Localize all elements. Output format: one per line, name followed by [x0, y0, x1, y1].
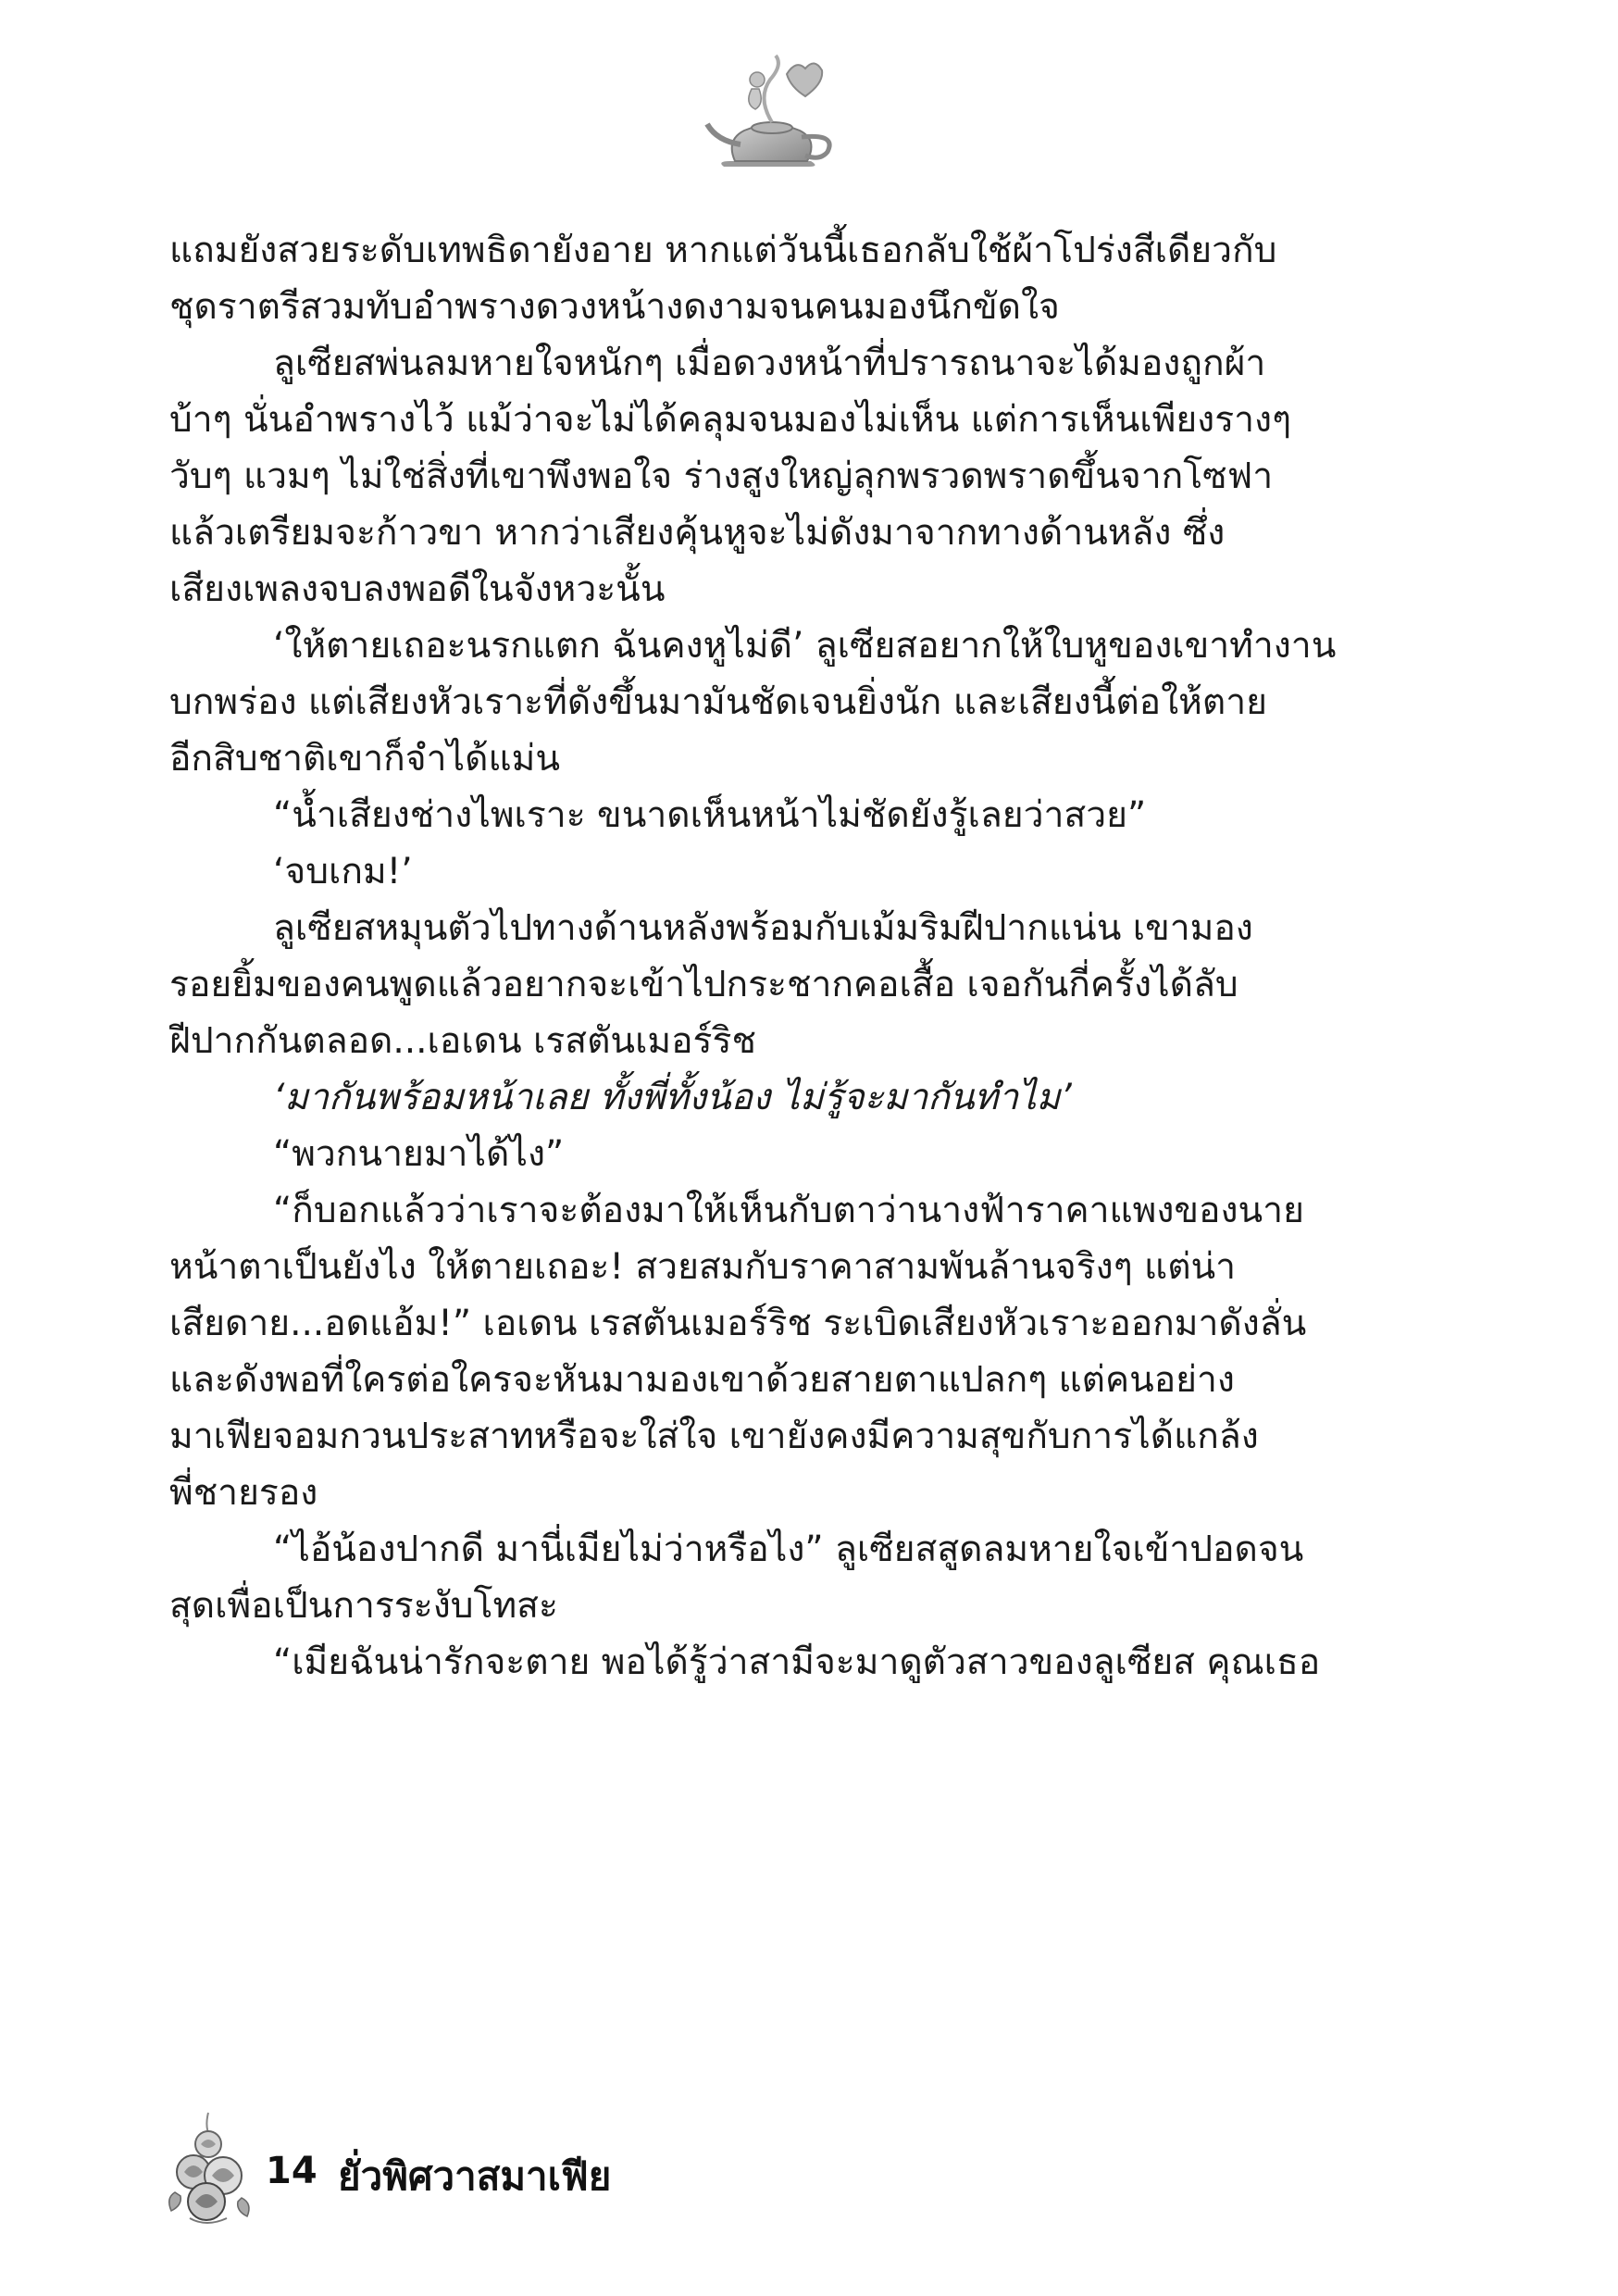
text-line: “พวกนายมาได้ไง”: [273, 1133, 565, 1175]
body-text: [169, 222, 1354, 1691]
text-line: บ้าๆ นั่นอำพรางไว้ แม้ว่าจะไม่ได้คลุมจนมองไม่เห็น แต่การเห็นเพียงรางๆ: [169, 399, 1292, 441]
text-line: ชุดราตรีสวมทับอำพรางดวงหน้างดงามจนคนมองนึกขัดใจ: [169, 286, 1060, 328]
text-line: ลูเซียสหมุนตัวไปทางด้านหลังพร้อมกับเม้มริมฝีปากแน่น เขามอง: [273, 907, 1253, 949]
page-number: 14: [266, 2150, 317, 2192]
text-line: ลูเซียสพ่นลมหายใจหนักๆ เมื่อดวงหน้าที่ปรารถนาจะได้มองถูกผ้า: [273, 343, 1266, 384]
text-line: และดังพอที่ใครต่อใครจะหันมามองเขาด้วยสายตาแปลกๆ แต่คนอย่าง: [169, 1359, 1235, 1401]
text-line: พี่ชายรอง: [169, 1472, 318, 1514]
text-line: รอยยิ้มของคนพูดแล้วอยากจะเข้าไปกระชากคอเสื้อ เจอกันกี่ครั้งได้ลับ: [169, 964, 1238, 1005]
text-line: สุดเพื่อเป็นการระงับโทสะ: [169, 1585, 558, 1627]
text-line: เสียดาย...อดแอ้ม!” เอเดน เรสตันเมอร์ริช ระเบิดเสียงหัวเราะออกมาดังลั่น: [169, 1303, 1307, 1344]
text-line: “ก็บอกแล้วว่าเราจะต้องมาให้เห็นกับตาว่านางฟ้าราคาแพงของนาย: [273, 1190, 1304, 1231]
text-line: “น้ำเสียงช่างไพเราะ ขนาดเห็นหน้าไม่ชัดยังรู้เลยว่าสวย”: [273, 794, 1147, 836]
page-footer: [162, 2109, 902, 2229]
text-line: แล้วเตรียมจะก้าวขา หากว่าเสียงคุ้นหูจะไม่ดังมาจากทางด้านหลัง ซึ่ง: [169, 512, 1226, 554]
text-line: ‘จบเกม!’: [273, 851, 413, 892]
text-line: ‘ให้ตายเถอะนรกแตก ฉันคงหูไม่ดี’ ลูเซียสอยากให้ใบหูของเขาทำงาน: [273, 625, 1337, 667]
text-line: อีกสิบชาติเขาก็จำได้แม่น: [169, 738, 560, 780]
text-line: ‘มากันพร้อมหน้าเลย ทั้งพี่ทั้งน้อง ไม่รู้จะมากันทำไม’: [273, 1077, 1072, 1118]
text-line: “เมียฉันน่ารักจะตาย พอได้รู้ว่าสามีจะมาดูตัวสาวของลูเซียส คุณเธอ: [273, 1641, 1321, 1683]
text-line: บกพร่อง แต่เสียงหัวเราะที่ดังขึ้นมามันชัดเจนยิ่งนัก และเสียงนี้ต่อให้ตาย: [169, 681, 1267, 723]
text-line: ฝีปากกันตลอด...เอเดน เรสตันเมอร์ริช: [169, 1020, 756, 1062]
rose-ornament-icon: [162, 2109, 255, 2229]
text-line: “ไอ้น้องปากดี มานี่เมียไม่ว่าหรือไง” ลูเซียสสูดลมหายใจเข้าปอดจน: [273, 1529, 1304, 1570]
text-line: เสียงเพลงจบลงพอดีในจังหวะนั้น: [169, 568, 666, 610]
text-line: มาเฟียจอมกวนประสาทหรือจะใส่ใจ เขายังคงมีความสุขกับการได้แกล้ง: [169, 1416, 1259, 1457]
teapot-ornament-icon: [698, 52, 846, 181]
text-line: แถมยังสวยระดับเทพธิดายังอาย หากแต่วันนี้เธอกลับใช้ผ้าโปร่งสีเดียวกับ: [169, 230, 1277, 271]
text-line: วับๆ แวมๆ ไม่ใช่สิ่งที่เขาพึงพอใจ ร่างสูงใหญ่ลุกพรวดพราดขึ้นจากโซฟา: [169, 455, 1274, 497]
book-title: ยั่วพิศวาสมาเฟีย: [338, 2153, 612, 2199]
text-line: หน้าตาเป็นยังไง ให้ตายเถอะ! สวยสมกับราคาสามพันล้านจริงๆ แต่น่า: [169, 1246, 1237, 1288]
